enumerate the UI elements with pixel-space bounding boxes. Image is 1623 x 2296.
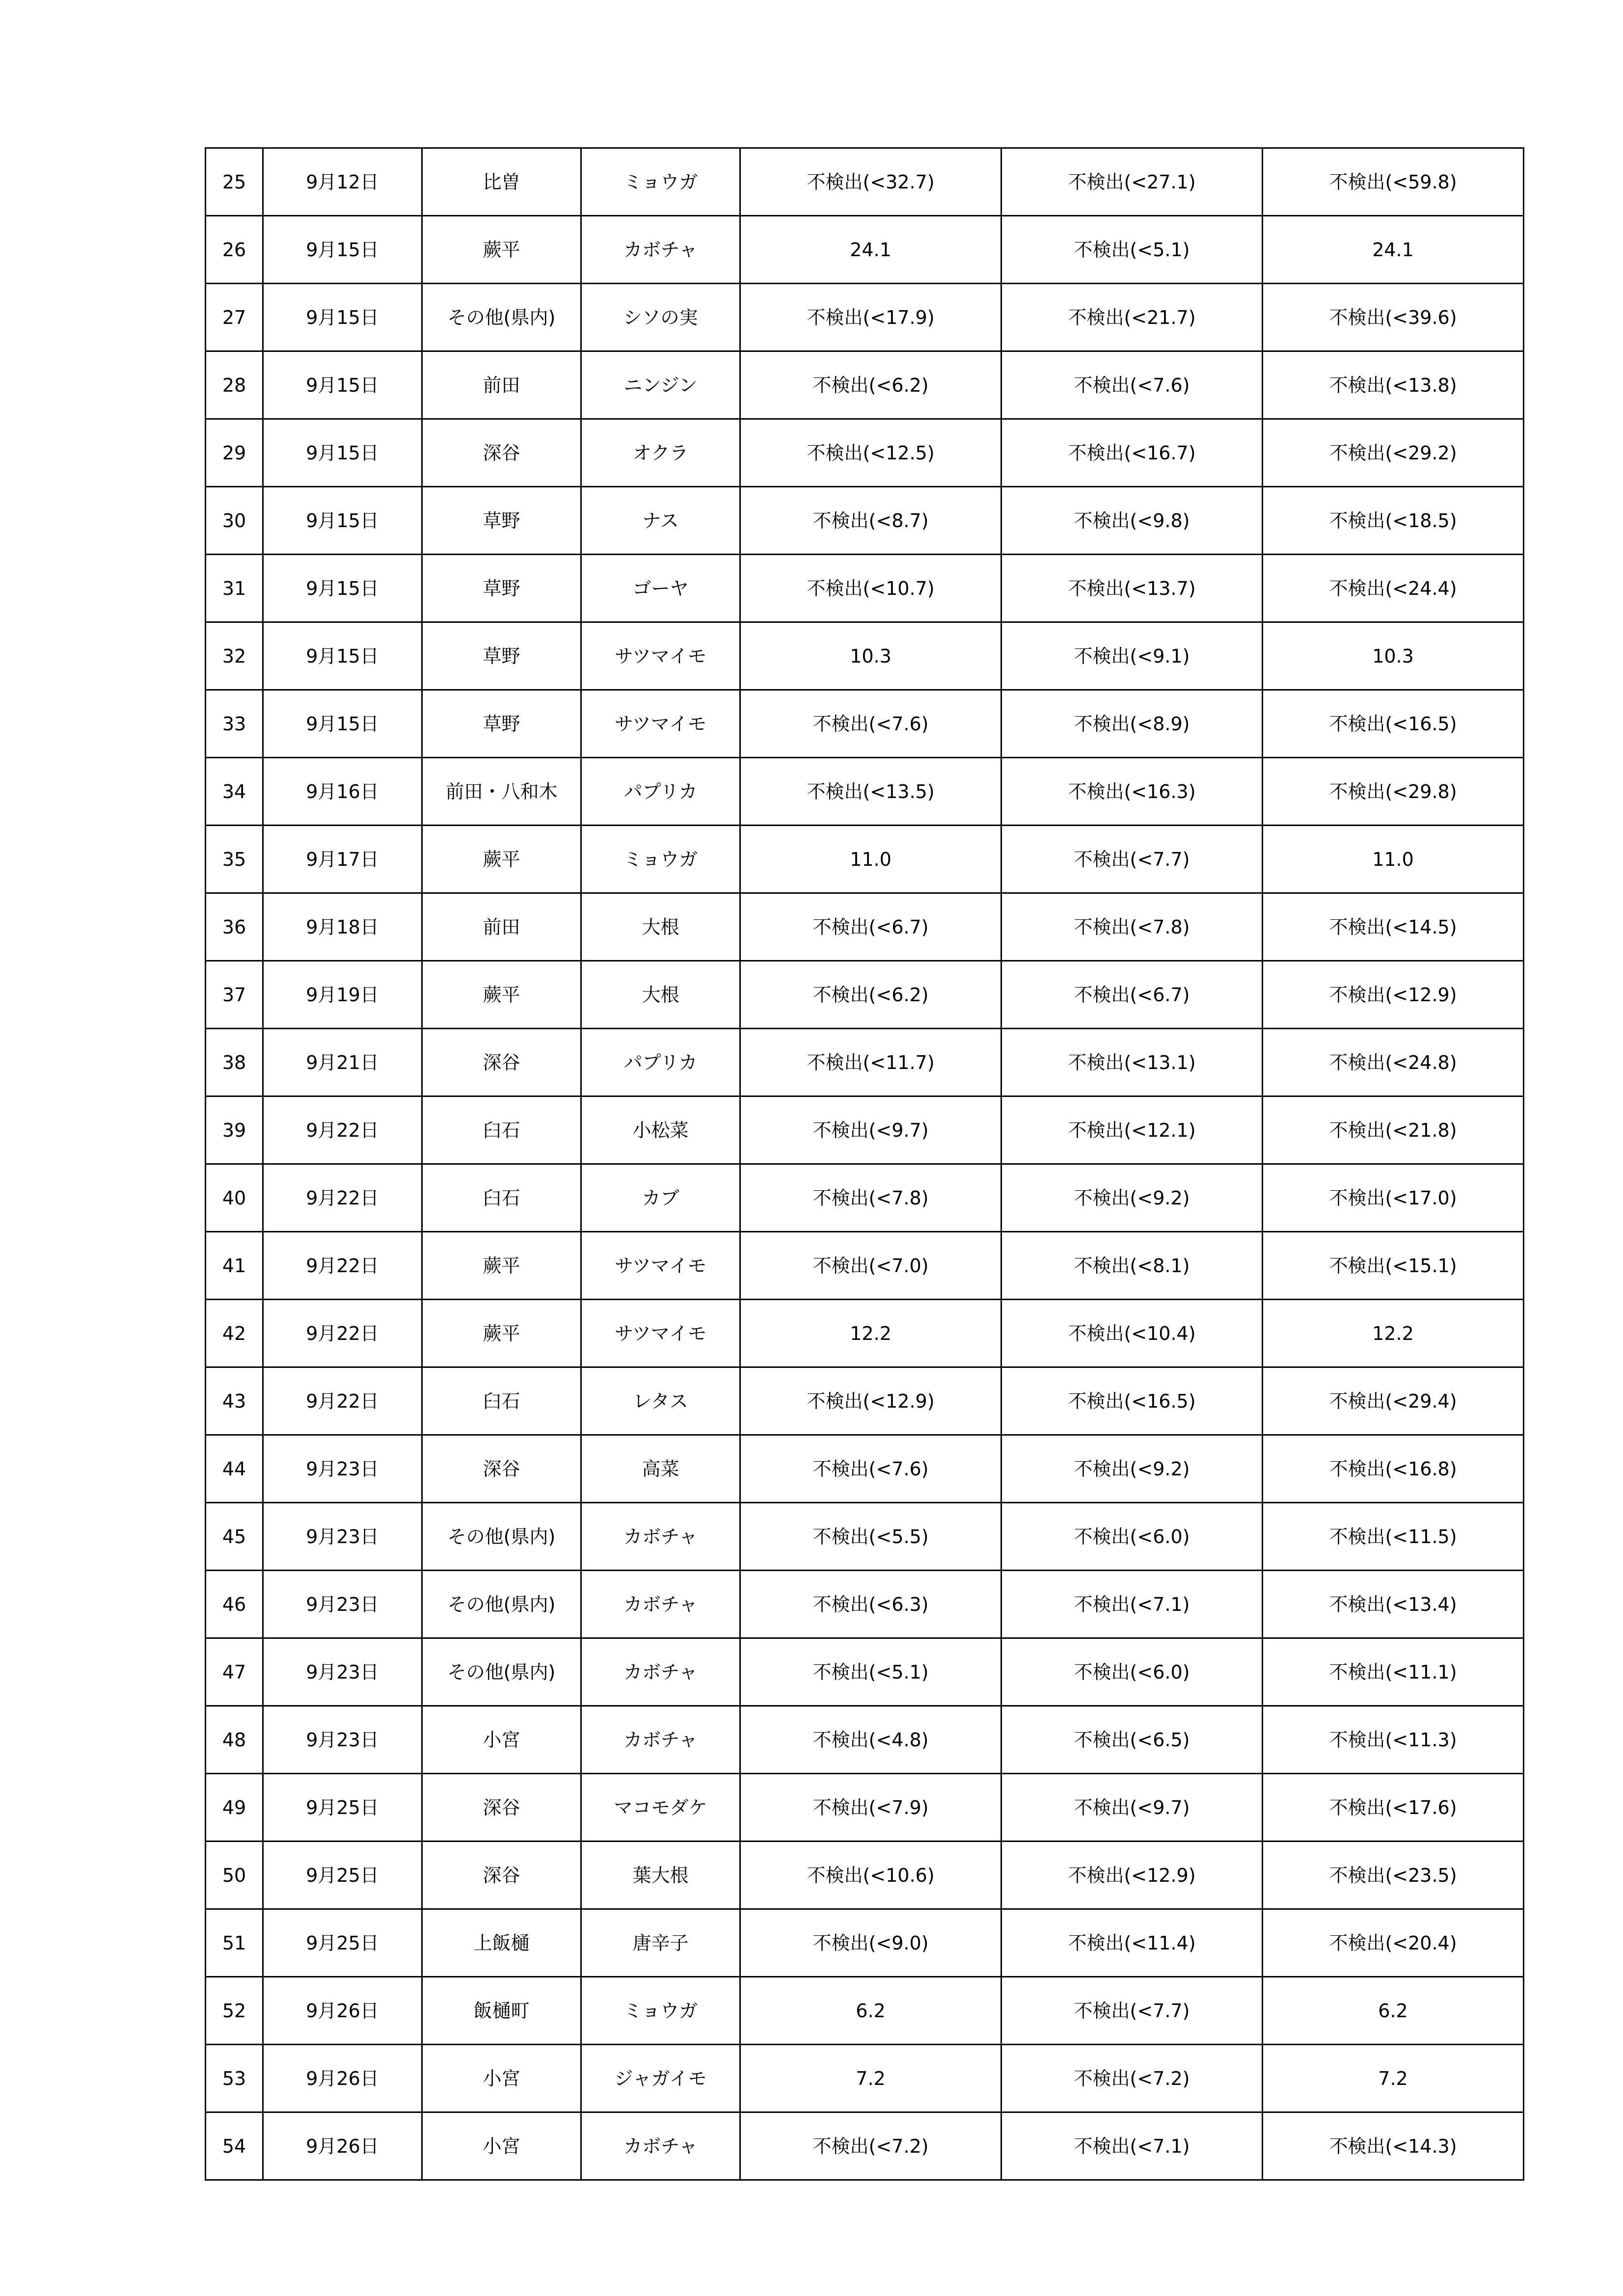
row-number-cell: 37 [206,961,263,1029]
table-row [206,1638,1524,1706]
sample-area-cell: その他(県内) [422,1571,581,1638]
sample-area-cell: 臼石 [422,1367,581,1435]
sample-area-cell: 前田 [422,893,581,961]
value-col-2-cell: 不検出(<7.2) [1001,2045,1263,2112]
value-col-1-cell: 不検出(<4.8) [740,1706,1001,1774]
table-row [206,622,1524,690]
table-row [206,351,1524,419]
row-number-cell: 48 [206,1706,263,1774]
value-col-1-cell: 不検出(<7.2) [740,2112,1001,2180]
sample-area-cell: 蕨平 [422,961,581,1029]
value-col-3-cell: 不検出(<29.4) [1263,1367,1524,1435]
row-number-cell: 29 [206,419,263,487]
table-row [206,1503,1524,1571]
sample-date-cell: 9月25日 [263,1842,422,1909]
sample-date-cell: 9月15日 [263,284,422,351]
value-col-3-cell: 11.0 [1263,826,1524,893]
value-col-3-cell: 不検出(<11.1) [1263,1638,1524,1706]
value-col-3-cell: 24.1 [1263,216,1524,284]
table-row [206,1300,1524,1367]
value-col-2-cell: 不検出(<6.0) [1001,1638,1263,1706]
value-col-2-cell: 不検出(<11.4) [1001,1909,1263,1977]
value-col-2-cell: 不検出(<7.1) [1001,2112,1263,2180]
sample-date-cell: 9月15日 [263,622,422,690]
table-row [206,1096,1524,1164]
sample-date-cell: 9月18日 [263,893,422,961]
value-col-3-cell: 不検出(<29.8) [1263,758,1524,826]
row-number-cell: 42 [206,1300,263,1367]
value-col-3-cell: 不検出(<11.3) [1263,1706,1524,1774]
sample-date-cell: 9月15日 [263,351,422,419]
sample-item-cell: ナス [581,487,740,555]
value-col-1-cell: 不検出(<7.8) [740,1164,1001,1232]
table-row [206,1164,1524,1232]
value-col-3-cell: 不検出(<16.8) [1263,1435,1524,1503]
value-col-3-cell: 不検出(<24.8) [1263,1029,1524,1096]
table-row [206,148,1524,216]
sample-date-cell: 9月22日 [263,1300,422,1367]
sample-area-cell: その他(県内) [422,284,581,351]
table-row [206,1909,1524,1977]
row-number-cell: 41 [206,1232,263,1300]
table-row [206,1029,1524,1096]
row-number-cell: 38 [206,1029,263,1096]
sample-area-cell: 蕨平 [422,826,581,893]
table-row [206,758,1524,826]
sample-item-cell: カボチャ [581,1638,740,1706]
value-col-1-cell: 24.1 [740,216,1001,284]
value-col-2-cell: 不検出(<12.1) [1001,1096,1263,1164]
sample-date-cell: 9月26日 [263,2045,422,2112]
sample-item-cell: カボチャ [581,216,740,284]
row-number-cell: 51 [206,1909,263,1977]
value-col-1-cell: 不検出(<10.7) [740,555,1001,622]
sample-item-cell: サツマイモ [581,1300,740,1367]
value-col-3-cell: 不検出(<24.4) [1263,555,1524,622]
sample-date-cell: 9月26日 [263,1977,422,2045]
table-row [206,690,1524,758]
sample-area-cell: 飯樋町 [422,1977,581,2045]
row-number-cell: 35 [206,826,263,893]
value-col-1-cell: 不検出(<12.9) [740,1367,1001,1435]
value-col-2-cell: 不検出(<8.9) [1001,690,1263,758]
value-col-1-cell: 不検出(<6.3) [740,1571,1001,1638]
value-col-3-cell: 12.2 [1263,1300,1524,1367]
sample-item-cell: 大根 [581,961,740,1029]
sample-area-cell: 蕨平 [422,1232,581,1300]
sample-item-cell: ジャガイモ [581,2045,740,2112]
sample-date-cell: 9月15日 [263,216,422,284]
row-number-cell: 34 [206,758,263,826]
sample-area-cell: 臼石 [422,1096,581,1164]
sample-area-cell: 蕨平 [422,1300,581,1367]
sample-date-cell: 9月15日 [263,419,422,487]
table-row [206,555,1524,622]
value-col-3-cell: 不検出(<21.8) [1263,1096,1524,1164]
sample-item-cell: 葉大根 [581,1842,740,1909]
sample-date-cell: 9月15日 [263,487,422,555]
sample-area-cell: 草野 [422,622,581,690]
results-table [205,147,1524,2181]
value-col-3-cell: 不検出(<13.4) [1263,1571,1524,1638]
sample-date-cell: 9月23日 [263,1435,422,1503]
sample-item-cell: カボチャ [581,1503,740,1571]
value-col-2-cell: 不検出(<9.1) [1001,622,1263,690]
sample-date-cell: 9月22日 [263,1164,422,1232]
value-col-1-cell: 不検出(<7.6) [740,690,1001,758]
row-number-cell: 36 [206,893,263,961]
sample-item-cell: シソの実 [581,284,740,351]
value-col-3-cell: 6.2 [1263,1977,1524,2045]
value-col-2-cell: 不検出(<6.0) [1001,1503,1263,1571]
value-col-2-cell: 不検出(<9.7) [1001,1774,1263,1842]
sample-area-cell: 深谷 [422,419,581,487]
table-row [206,284,1524,351]
sample-item-cell: パプリカ [581,1029,740,1096]
table-row [206,826,1524,893]
value-col-1-cell: 7.2 [740,2045,1001,2112]
sample-date-cell: 9月19日 [263,961,422,1029]
sample-date-cell: 9月25日 [263,1909,422,1977]
value-col-2-cell: 不検出(<27.1) [1001,148,1263,216]
value-col-1-cell: 不検出(<7.9) [740,1774,1001,1842]
row-number-cell: 54 [206,2112,263,2180]
value-col-2-cell: 不検出(<5.1) [1001,216,1263,284]
row-number-cell: 30 [206,487,263,555]
value-col-1-cell: 不検出(<12.5) [740,419,1001,487]
row-number-cell: 27 [206,284,263,351]
value-col-3-cell: 不検出(<20.4) [1263,1909,1524,1977]
value-col-1-cell: 不検出(<9.0) [740,1909,1001,1977]
table-row [206,216,1524,284]
value-col-1-cell: 不検出(<10.6) [740,1842,1001,1909]
value-col-3-cell: 10.3 [1263,622,1524,690]
sample-item-cell: パプリカ [581,758,740,826]
value-col-2-cell: 不検出(<7.7) [1001,826,1263,893]
value-col-1-cell: 10.3 [740,622,1001,690]
value-col-1-cell: 不検出(<17.9) [740,284,1001,351]
row-number-cell: 50 [206,1842,263,1909]
sample-date-cell: 9月23日 [263,1571,422,1638]
row-number-cell: 39 [206,1096,263,1164]
sample-date-cell: 9月25日 [263,1774,422,1842]
value-col-3-cell: 不検出(<12.9) [1263,961,1524,1029]
sample-area-cell: その他(県内) [422,1503,581,1571]
value-col-3-cell: 不検出(<59.8) [1263,148,1524,216]
sample-date-cell: 9月17日 [263,826,422,893]
sample-date-cell: 9月23日 [263,1638,422,1706]
row-number-cell: 26 [206,216,263,284]
row-number-cell: 40 [206,1164,263,1232]
value-col-3-cell: 不検出(<14.5) [1263,893,1524,961]
value-col-3-cell: 7.2 [1263,2045,1524,2112]
value-col-3-cell: 不検出(<13.8) [1263,351,1524,419]
table-row [206,1977,1524,2045]
sample-area-cell: 小宮 [422,2112,581,2180]
value-col-3-cell: 不検出(<16.5) [1263,690,1524,758]
value-col-1-cell: 不検出(<7.6) [740,1435,1001,1503]
sample-date-cell: 9月16日 [263,758,422,826]
value-col-3-cell: 不検出(<17.6) [1263,1774,1524,1842]
sample-item-cell: サツマイモ [581,690,740,758]
value-col-3-cell: 不検出(<29.2) [1263,419,1524,487]
row-number-cell: 33 [206,690,263,758]
value-col-2-cell: 不検出(<10.4) [1001,1300,1263,1367]
sample-item-cell: サツマイモ [581,622,740,690]
value-col-3-cell: 不検出(<18.5) [1263,487,1524,555]
row-number-cell: 49 [206,1774,263,1842]
sample-item-cell: ゴーヤ [581,555,740,622]
value-col-1-cell: 11.0 [740,826,1001,893]
row-number-cell: 52 [206,1977,263,2045]
sample-area-cell: 小宮 [422,2045,581,2112]
value-col-1-cell: 不検出(<5.5) [740,1503,1001,1571]
sample-date-cell: 9月22日 [263,1367,422,1435]
sample-item-cell: 小松菜 [581,1096,740,1164]
table-row [206,1232,1524,1300]
value-col-1-cell: 不検出(<11.7) [740,1029,1001,1096]
value-col-1-cell: 不検出(<6.2) [740,961,1001,1029]
row-number-cell: 43 [206,1367,263,1435]
sample-area-cell: 深谷 [422,1774,581,1842]
sample-area-cell: 草野 [422,690,581,758]
value-col-3-cell: 不検出(<14.3) [1263,2112,1524,2180]
sample-date-cell: 9月21日 [263,1029,422,1096]
value-col-3-cell: 不検出(<11.5) [1263,1503,1524,1571]
sample-area-cell: その他(県内) [422,1638,581,1706]
value-col-1-cell: 6.2 [740,1977,1001,2045]
table-row [206,893,1524,961]
table-row [206,2045,1524,2112]
value-col-2-cell: 不検出(<7.7) [1001,1977,1263,2045]
sample-date-cell: 9月23日 [263,1706,422,1774]
row-number-cell: 53 [206,2045,263,2112]
sample-item-cell: ミョウガ [581,1977,740,2045]
row-number-cell: 44 [206,1435,263,1503]
value-col-2-cell: 不検出(<13.1) [1001,1029,1263,1096]
value-col-2-cell: 不検出(<9.2) [1001,1435,1263,1503]
value-col-1-cell: 不検出(<6.7) [740,893,1001,961]
table-row [206,1571,1524,1638]
row-number-cell: 28 [206,351,263,419]
value-col-1-cell: 不検出(<13.5) [740,758,1001,826]
sample-area-cell: 小宮 [422,1706,581,1774]
value-col-2-cell: 不検出(<6.7) [1001,961,1263,1029]
sample-area-cell: 比曽 [422,148,581,216]
table-row [206,487,1524,555]
sample-item-cell: カボチャ [581,1706,740,1774]
table-row [206,1774,1524,1842]
sample-area-cell: 前田・八和木 [422,758,581,826]
value-col-2-cell: 不検出(<12.9) [1001,1842,1263,1909]
value-col-2-cell: 不検出(<9.8) [1001,487,1263,555]
value-col-1-cell: 不検出(<9.7) [740,1096,1001,1164]
sample-date-cell: 9月22日 [263,1232,422,1300]
sample-date-cell: 9月23日 [263,1503,422,1571]
value-col-3-cell: 不検出(<15.1) [1263,1232,1524,1300]
sample-item-cell: オクラ [581,419,740,487]
table-row [206,2112,1524,2180]
sample-item-cell: サツマイモ [581,1232,740,1300]
value-col-2-cell: 不検出(<8.1) [1001,1232,1263,1300]
value-col-1-cell: 不検出(<32.7) [740,148,1001,216]
table-row [206,961,1524,1029]
sample-item-cell: カボチャ [581,2112,740,2180]
value-col-2-cell: 不検出(<16.7) [1001,419,1263,487]
value-col-2-cell: 不検出(<7.1) [1001,1571,1263,1638]
value-col-2-cell: 不検出(<9.2) [1001,1164,1263,1232]
sample-item-cell: 高菜 [581,1435,740,1503]
value-col-1-cell: 不検出(<6.2) [740,351,1001,419]
sample-date-cell: 9月15日 [263,555,422,622]
sample-area-cell: 前田 [422,351,581,419]
results-table-body [206,148,1524,2180]
value-col-1-cell: 12.2 [740,1300,1001,1367]
sample-area-cell: 深谷 [422,1842,581,1909]
table-row [206,1367,1524,1435]
value-col-2-cell: 不検出(<7.8) [1001,893,1263,961]
sample-item-cell: カブ [581,1164,740,1232]
sample-date-cell: 9月12日 [263,148,422,216]
value-col-2-cell: 不検出(<21.7) [1001,284,1263,351]
sample-date-cell: 9月15日 [263,690,422,758]
value-col-1-cell: 不検出(<5.1) [740,1638,1001,1706]
table-row [206,1706,1524,1774]
sample-area-cell: 上飯樋 [422,1909,581,1977]
sample-item-cell: カボチャ [581,1571,740,1638]
row-number-cell: 31 [206,555,263,622]
sample-area-cell: 臼石 [422,1164,581,1232]
table-row [206,1435,1524,1503]
value-col-3-cell: 不検出(<39.6) [1263,284,1524,351]
sample-item-cell: レタス [581,1367,740,1435]
row-number-cell: 25 [206,148,263,216]
sample-item-cell: ニンジン [581,351,740,419]
sample-area-cell: 深谷 [422,1435,581,1503]
sample-area-cell: 草野 [422,555,581,622]
table-row [206,419,1524,487]
row-number-cell: 32 [206,622,263,690]
sample-area-cell: 深谷 [422,1029,581,1096]
value-col-1-cell: 不検出(<8.7) [740,487,1001,555]
sample-item-cell: ミョウガ [581,148,740,216]
value-col-1-cell: 不検出(<7.0) [740,1232,1001,1300]
value-col-2-cell: 不検出(<6.5) [1001,1706,1263,1774]
sample-item-cell: 唐辛子 [581,1909,740,1977]
value-col-2-cell: 不検出(<13.7) [1001,555,1263,622]
sample-item-cell: マコモダケ [581,1774,740,1842]
value-col-2-cell: 不検出(<16.3) [1001,758,1263,826]
value-col-3-cell: 不検出(<17.0) [1263,1164,1524,1232]
table-row [206,1842,1524,1909]
row-number-cell: 46 [206,1571,263,1638]
sample-date-cell: 9月22日 [263,1096,422,1164]
value-col-2-cell: 不検出(<16.5) [1001,1367,1263,1435]
sample-area-cell: 蕨平 [422,216,581,284]
row-number-cell: 47 [206,1638,263,1706]
value-col-2-cell: 不検出(<7.6) [1001,351,1263,419]
sample-item-cell: ミョウガ [581,826,740,893]
sample-area-cell: 草野 [422,487,581,555]
sample-date-cell: 9月26日 [263,2112,422,2180]
value-col-3-cell: 不検出(<23.5) [1263,1842,1524,1909]
row-number-cell: 45 [206,1503,263,1571]
sample-item-cell: 大根 [581,893,740,961]
